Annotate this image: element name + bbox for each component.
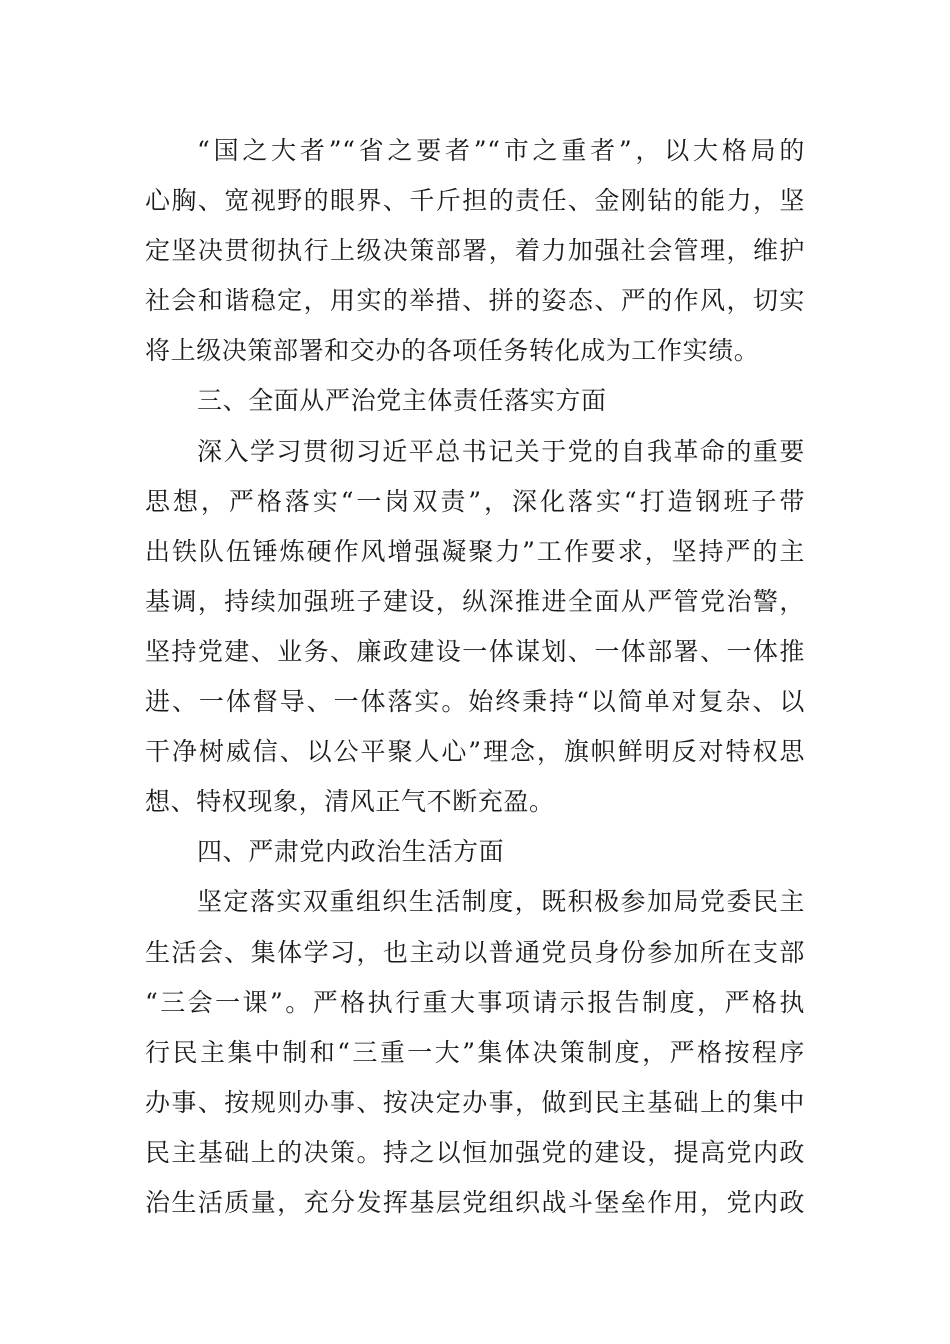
text-line: 办事、按规则办事、按决定办事，做到民主基础上的集中: [145, 1087, 805, 1117]
text-line: 干净树威信、以公平聚人心”理念，旗帜鲜明反对特权思: [145, 737, 805, 767]
document-body: [145, 126, 805, 1228]
text-line: 进、一体督导、一体落实。始终秉持“以简单对复杂、以: [145, 687, 805, 717]
text-line: 坚持党建、业务、廉政建设一体谋划、一体部署、一体推: [145, 636, 805, 666]
text-line: 思想，严格落实“一岗双责”，深化落实“打造钢班子带: [145, 486, 805, 516]
text-line: 基调，持续加强班子建设，纵深推进全面从严管党治警，: [145, 586, 805, 616]
heading-text: 四、严肃党内政治生活方面: [197, 837, 505, 867]
text-line: 深入学习贯彻习近平总书记关于党的自我革命的重要: [197, 436, 805, 466]
text-line: 出铁队伍锤炼硬作风增强凝聚力”工作要求，坚持严的主: [145, 536, 805, 566]
text-line: 心胸、宽视野的眼界、千斤担的责任、金刚钻的能力，坚: [145, 186, 805, 216]
text-line: 生活会、集体学习，也主动以普通党员身份参加所在支部: [145, 937, 805, 967]
text-line: 治生活质量，充分发挥基层党组织战斗堡垒作用，党内政: [145, 1187, 805, 1217]
section-heading-3: [145, 376, 805, 426]
text-line: 坚定落实双重组织生活制度，既积极参加局党委民主: [197, 887, 805, 917]
text-line: 将上级决策部署和交办的各项任务转化成为工作实绩。: [145, 336, 760, 366]
paragraph-3: [145, 877, 805, 1228]
text-line: 社会和谐稳定，用实的举措、拼的姿态、严的作风，切实: [145, 286, 805, 316]
text-line: “国之大者”“省之要者”“市之重者”，以大格局的: [197, 136, 805, 165]
text-line: “三会一课”。严格执行重大事项请示报告制度，严格执: [145, 987, 805, 1017]
text-line: 想、特权现象，清风正气不断充盈。: [145, 787, 555, 817]
text-line: 定坚决贯彻执行上级决策部署，着力加强社会管理，维护: [145, 236, 805, 266]
section-heading-4: [145, 827, 805, 877]
heading-text: 三、全面从严治党主体责任落实方面: [197, 386, 607, 416]
paragraph-2: [145, 427, 805, 828]
text-line: 民主基础上的决策。持之以恒加强党的建设，提高党内政: [145, 1137, 805, 1167]
paragraph-1: [145, 126, 805, 376]
text-line: 行民主集中制和“三重一大”集体决策制度，严格按程序: [145, 1037, 805, 1067]
